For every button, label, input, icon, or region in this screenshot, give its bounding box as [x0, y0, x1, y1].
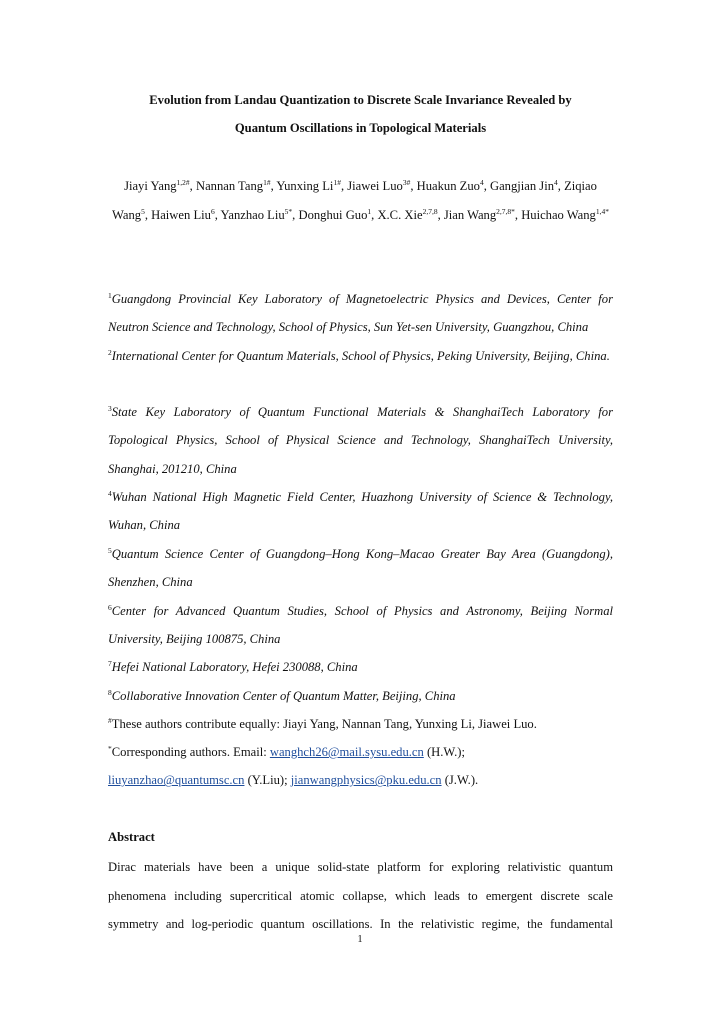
page-number: 1 [357, 934, 363, 945]
author-affiliation-mark: 1# [263, 178, 271, 187]
affiliation-5 [108, 540, 613, 597]
affiliation-1 [108, 285, 613, 342]
author-name: Nannan Tang [195, 179, 264, 193]
affiliation-number: 1 [108, 291, 112, 300]
author-name: Gangjian Jin [490, 179, 555, 193]
note-mark: * [108, 744, 112, 753]
affiliation-text: Collaborative Innovation Center of Quantum Matter, Beijing, China [111, 689, 456, 703]
author-affiliation-mark: 3# [402, 178, 411, 187]
author-affiliation-mark: 4 [479, 178, 484, 187]
author-affiliation-mark: 1# [333, 178, 341, 187]
author [521, 208, 609, 222]
author-name: X.C. Xie [377, 207, 423, 222]
affiliation-6 [108, 597, 613, 654]
corresponding-authors-note [108, 738, 613, 795]
email-link-yliu[interactable]: liuyanzhao@quantumsc.cn [108, 773, 245, 788]
note-text: Corresponding authors. Email: [111, 745, 270, 759]
equal-contribution-note [108, 710, 613, 738]
abstract-heading: Abstract [108, 830, 155, 844]
author-name: Haiwen Liu [151, 207, 211, 222]
author-affiliation-mark: 1,4* [595, 206, 609, 216]
author-name: Huakun Zuo [416, 179, 480, 193]
affiliation-number: 3 [108, 404, 112, 413]
affiliation-4 [108, 483, 613, 540]
affiliation-text: State Key Laboratory of Quantum Functional Materials & ShanghaiTech Laboratory for Topological Physics, School of Physical Science and Technology, ShanghaiTech University, Shanghai, 201210, China [108, 405, 613, 476]
affiliation-text: Guangdong Provincial Key Laboratory of Magnetoelectric Physics and Devices, Center for Neutron Science and Technology, School of Physics, Sun Yet-sen University, Guangzhou, China [108, 292, 613, 335]
author [276, 179, 341, 193]
affiliation-8 [108, 682, 613, 710]
affiliation-3 [108, 398, 613, 483]
email-link-hw[interactable]: wanghch26@mail.sysu.edu.cn [269, 745, 424, 759]
abstract-text: Dirac materials have been a unique solid-state platform for exploring relativistic quantum phenomena including supercritical atomic collapse, which leads to emergent discrete scale symmetry and log-periodic quantum oscillations. In the relativistic regime, the fundamental [108, 860, 613, 931]
affiliation-text: International Center for Quantum Materials, School of Physics, Peking University, Beijing, China. [111, 349, 610, 363]
note-mark: # [108, 716, 112, 725]
author [377, 208, 437, 222]
paper-title-line-1: Evolution from Landau Quantization to Discrete Scale Invariance Revealed by [149, 93, 572, 107]
affiliation-text: Wuhan National High Magnetic Field Center, Huazhong University of Science & Technology, Wuhan, China [108, 490, 613, 533]
author-affiliation-mark: 2,7,8* [496, 206, 515, 216]
affiliation-number: 2 [108, 348, 112, 357]
author [124, 179, 190, 193]
author-affiliation-mark: 1 [367, 206, 372, 216]
affiliation-text: Center for Advanced Quantum Studies, School of Physics and Astronomy, Beijing Normal University, Beijing 100875, China [108, 604, 613, 647]
author-name: Jiayi Yang [124, 179, 177, 193]
author [298, 208, 371, 222]
author [221, 208, 293, 222]
author [444, 208, 515, 222]
author-name: Yunxing Li [276, 179, 334, 193]
author-name: Jian Wang [443, 207, 497, 222]
note-text: (J.W.). [441, 773, 479, 788]
author-affiliation-mark: 2,7,8 [422, 206, 438, 216]
affiliation-2 [108, 342, 613, 370]
author-name: Jiawei Luo [347, 179, 403, 193]
email-link-jw[interactable]: jianwangphysics@pku.edu.cn [290, 773, 442, 788]
affiliation-number: 5 [108, 546, 112, 555]
affiliation-number: 7 [108, 659, 112, 668]
author [196, 179, 271, 193]
affiliation-number: 6 [108, 603, 112, 612]
author-affiliation-mark: 1,2# [176, 178, 190, 187]
author-affiliation-mark: 6 [210, 206, 215, 216]
author-affiliation-mark: 5 [141, 206, 145, 216]
note-text: (Y.Liu); [244, 773, 291, 788]
paper-title-line-2: Quantum Oscillations in Topological Materials [234, 121, 487, 135]
affiliation-text: Hefei National Laboratory, Hefei 230088, China [111, 660, 358, 674]
note-text: These authors contribute equally: Jiayi Yang, Nannan Tang, Yunxing Li, Jiawei Luo. [111, 717, 537, 731]
author-affiliation-mark: 5* [284, 206, 293, 216]
author-name: Donghui Guo [298, 207, 368, 222]
author [417, 179, 484, 193]
author-name: Huichao Wang [521, 207, 596, 222]
author-list: Jiayi Yang$^{1,2\#}$, Nannan Tang$^{1\#}$, Yunxing $Li^{1\#}$, Jiawei Luo$^{3\#}$, Huakun Zuo$^4$, Gangjian Jin$^4$, Ziqiao Wang$^5$, Haiwen Liu$^6$, Yanzhao Liu$^{5*}$, Donghui Guo$^1$, X.C. Xie$^{2,7,8}$, Jian Wang$^{2,7,8*}$, Huichao Wang$^{1,4*}$ [112, 178, 609, 222]
author [151, 208, 215, 222]
author-name: Yanzhao Liu [220, 207, 285, 222]
author [490, 179, 558, 193]
author [347, 179, 410, 193]
affiliation-7 [108, 653, 613, 681]
affiliation-text: Quantum Science Center of Guangdong–Hong Kong–Macao Greater Bay Area (Guangdong), Shenzhen, China [108, 547, 613, 590]
affiliation-number: 4 [108, 489, 112, 498]
affiliation-number: 8 [108, 688, 112, 697]
author-name: Ziqiao Wang [112, 179, 597, 222]
note-text: (H.W.); [423, 745, 465, 759]
author-affiliation-mark: 4 [554, 178, 558, 187]
